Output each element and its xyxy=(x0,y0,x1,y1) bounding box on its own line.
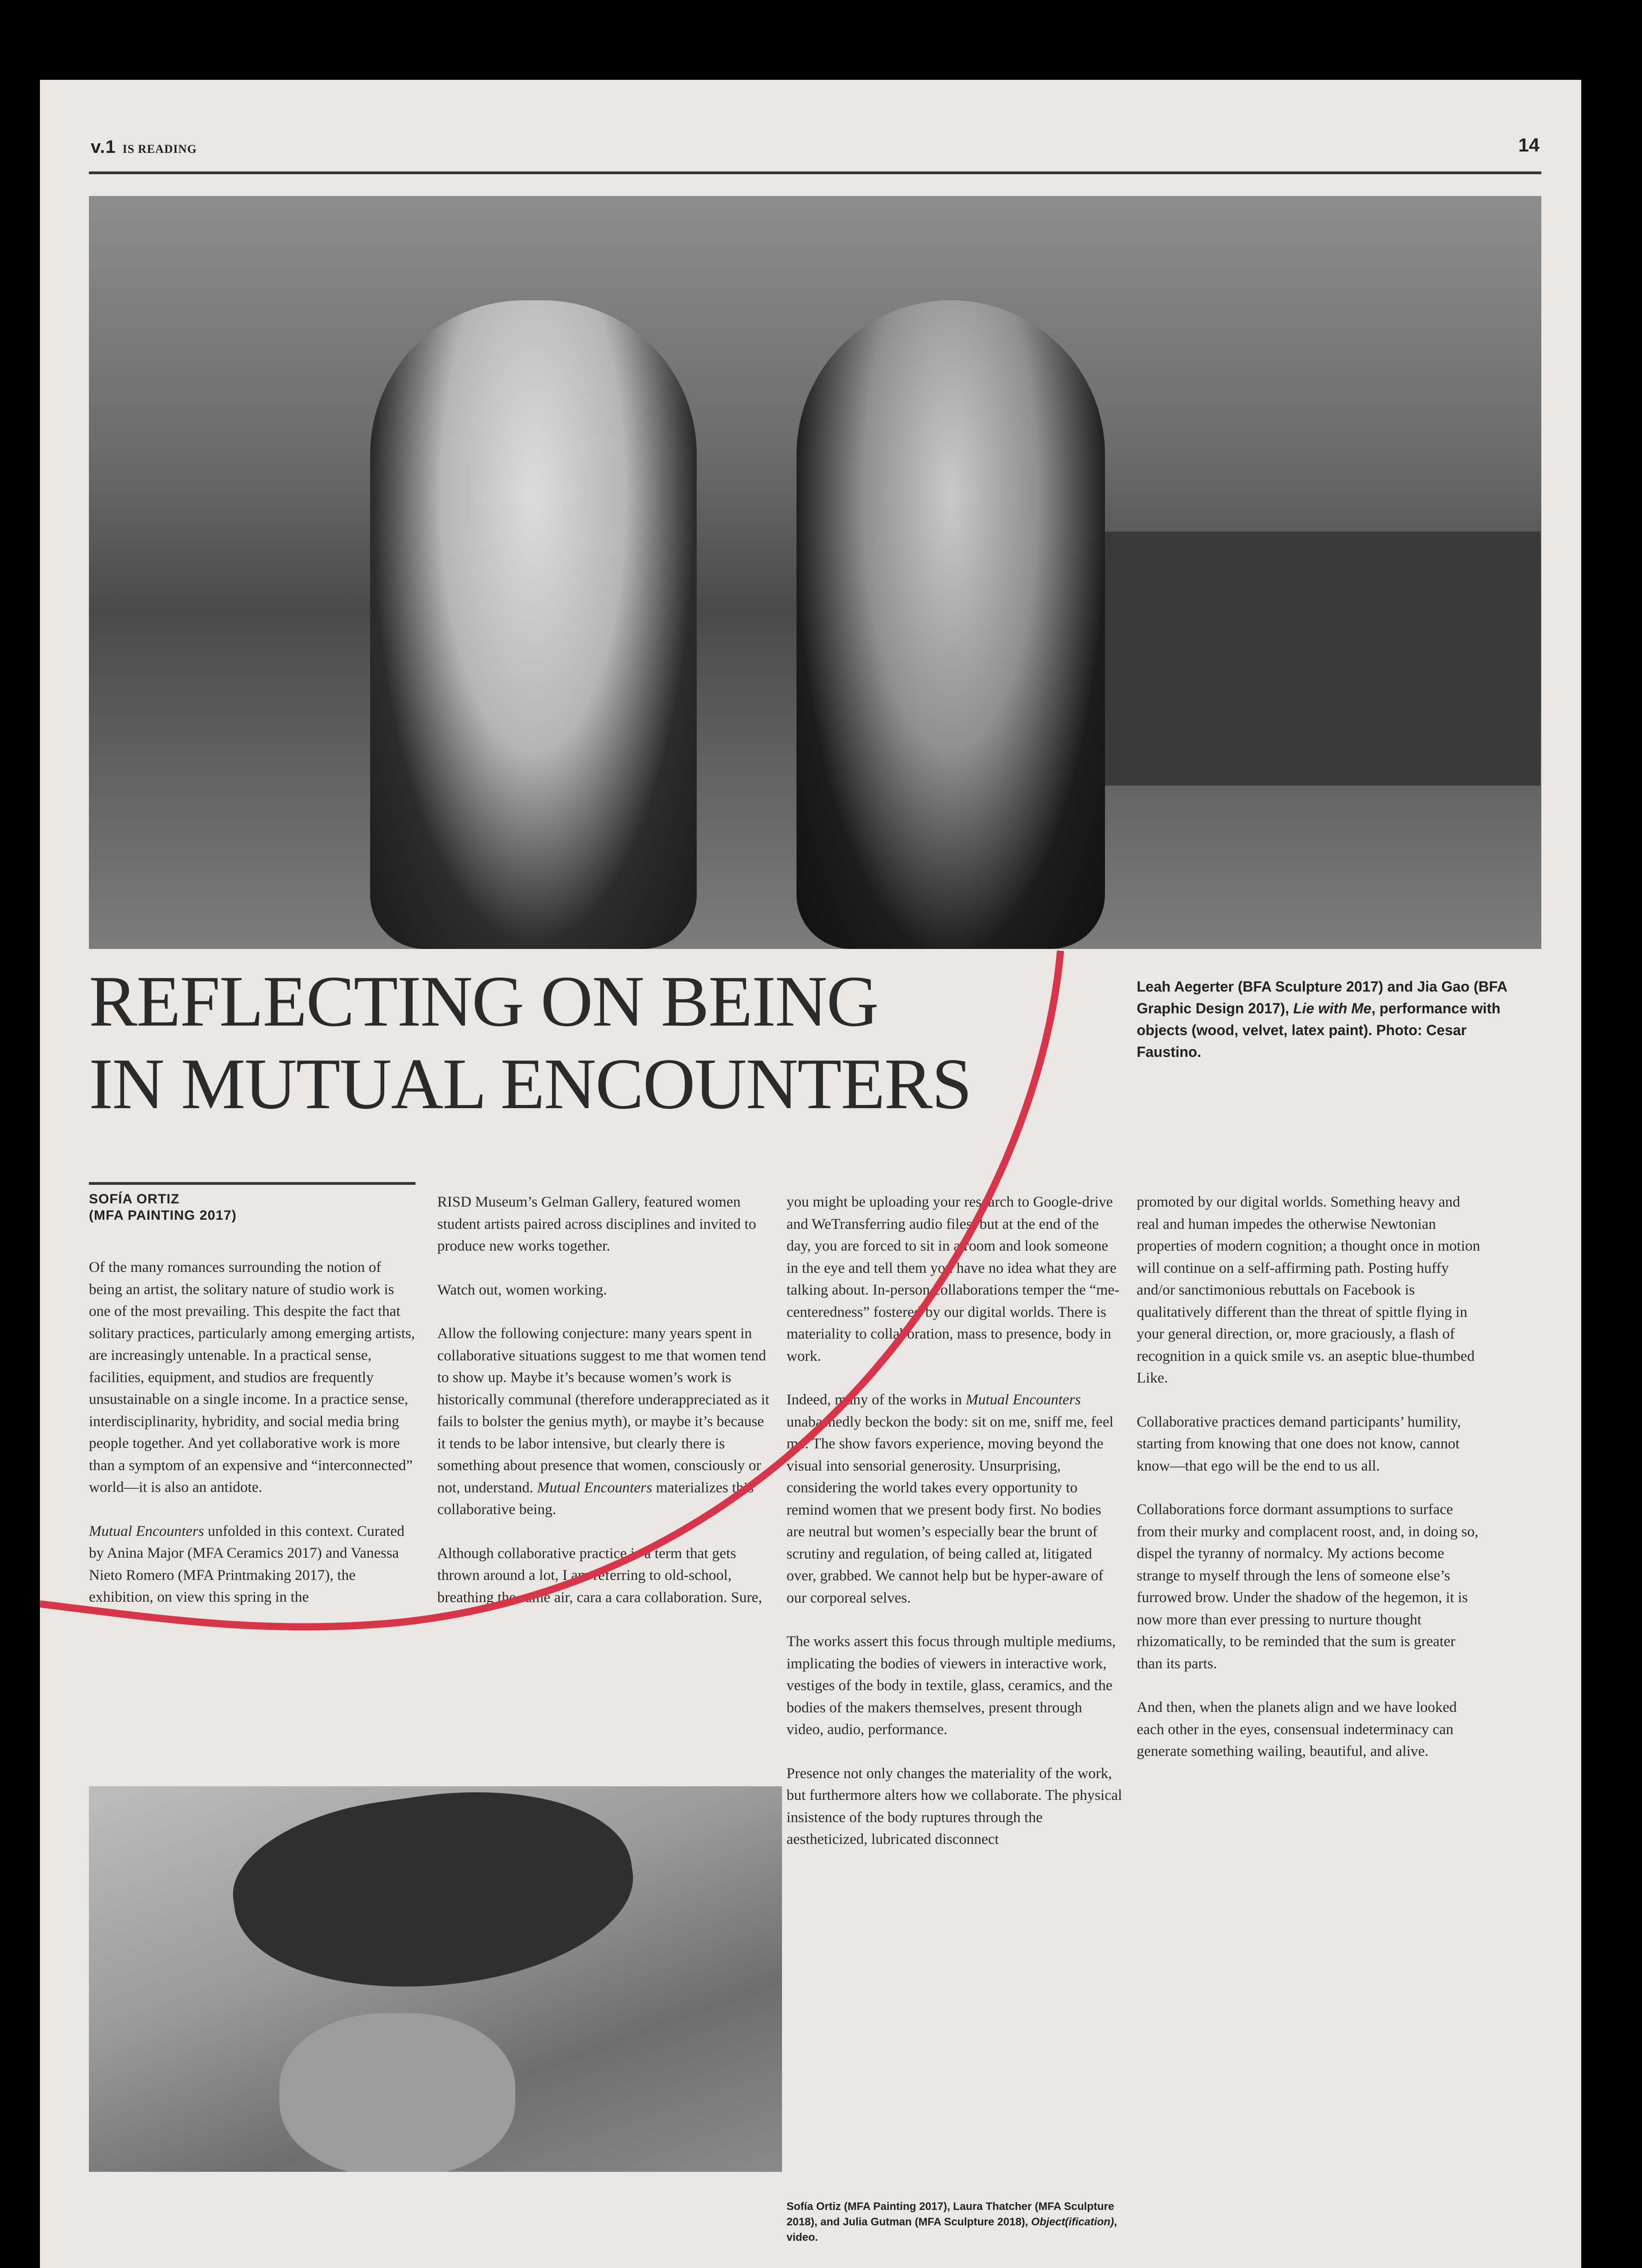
photo-object-shape xyxy=(223,1786,645,2013)
paragraph: And then, when the planets align and we have looked each other in the eyes, consensual indeterminacy can generate something wailing, beautiful, and alive. xyxy=(1137,1699,1457,1760)
caption-text: , video. xyxy=(787,2216,1117,2244)
paragraph: you might be uploading your research to Google-drive and WeTransferring audio files, but at the end of the day, you are forced to sit in a room and look someone in the eye and tell them you have no idea what they are talking about. In-person collaborations temper the “me-centeredness” fostered by our digital worlds. There is materiality to collaboration, mass to presence, body in work. xyxy=(787,1194,1120,1364)
paragraph-text: Allow the following conjecture: many years spent in collaborative situations suggest to me that women tend to show up. Maybe it’s because women’s work is historically communal (therefore underappreciated as it fails to bolster the genius myth), or maybe it’s because it tends to be labor intensive, but clearly there is something about presence that women, consciously or not, understand. xyxy=(437,1325,770,1496)
byline-rule xyxy=(89,1182,415,1185)
page-number: 14 xyxy=(1518,134,1539,156)
author-name: SOFÍA ORTIZ xyxy=(89,1192,180,1207)
paragraph: Presence not only changes the materiality of the work, but furthermore alters how we collaborate. The physical insistence of the body ruptures through the aestheticized, lubricated disconnect xyxy=(787,1765,1122,1848)
performance-photo xyxy=(89,196,1541,949)
caption-text: Leah Aegerter (BFA Sculpture 2017) and Jia Gao (BFA Graphic Design 2017), xyxy=(1137,978,1507,1017)
paragraph-text: unabashedly beckon the body: sit on me, sniff me, feel me. The show favors experience, moving beyond the visual into sensorial generosity. Unsurprising, considering the world takes every opportunity to remind women that we present body first. No bodies are neutral but women’s especially bear the brunt of scrutiny and regulation, of being called at, litigated over, grabbed. We cannot help but be hyper-aware of our corporeal selves. xyxy=(787,1413,1114,1606)
caption-work-title: Object(ification) xyxy=(1031,2216,1114,2228)
paragraph: Collaborative practices demand participants’ humility, starting from knowing that one does not know, cannot know—that ego will be the end to us all. xyxy=(1137,1413,1461,1474)
paragraph: Although collaborative practice is a term that gets thrown around a lot, I am referring to old-school, breathing the same air, cara a cara collaboration. Sure, xyxy=(437,1545,762,1606)
headline-line-2: IN MUTUAL ENCOUNTERS xyxy=(89,1043,972,1124)
masthead xyxy=(91,137,197,157)
exhibition-title: Mutual Encounters xyxy=(89,1523,204,1540)
photo-caption-bottom xyxy=(787,2199,1122,2245)
article-column-1 xyxy=(89,1256,415,1630)
author-affiliation: (MFA PAINTING 2017) xyxy=(89,1208,237,1223)
photo-figure-left xyxy=(370,300,697,949)
article-column-4 xyxy=(1137,1191,1481,1784)
article-column-3 xyxy=(787,1191,1122,1872)
paragraph: Of the many romances surrounding the notion of being an artist, the solitary nature of studio work is one of the most prevailing. This despite the fact that solitary practices, particularly among emerging artists, are increasingly untenable. In a practical sense, facilities, equipment, and studios are frequently unsustainable on a single income. In a practice sense, interdisciplinarity, hybridity, and social media bring people together. And yet collaborative work is more than a symptom of an expensive and “interconnected” world—it is also an antidote. xyxy=(89,1259,415,1496)
paragraph xyxy=(437,1323,773,1521)
exhibition-title: Mutual Encounters xyxy=(537,1479,652,1496)
photo-floor-shape xyxy=(1087,532,1540,786)
article-headline xyxy=(89,960,996,1125)
paragraph: promoted by our digital worlds. Something heavy and real and human impedes the otherwise Newtonian properties of modern cognition; a thought once in motion will continue on a self-affirming path. Posting huffy and/or sanctimonious rebuttals on Facebook is qualitatively different than the threat of spittle flying in your general direction, or, more graciously, a flash of recognition in a quick smile vs. an aseptic blue-thumbed Like. xyxy=(1137,1194,1481,1386)
paragraph: RISD Museum’s Gelman Gallery, featured women student artists paired across disciplines and invited to produce new works together. xyxy=(437,1194,756,1254)
headline-line-1: REFLECTING ON BEING xyxy=(89,961,878,1041)
paragraph xyxy=(89,1520,415,1608)
paragraph-text: unfolded in this context. Curated by Anina Major (MFA Ceramics 2017) and Vanessa Nieto Romero (MFA Printmaking 2017), the exhibition, on view this spring in the xyxy=(89,1523,405,1605)
byline xyxy=(89,1191,415,1224)
caption-text: Sofía Ortiz (MFA Painting 2017), Laura Thatcher (MFA Sculpture 2018), and Julia Gutman (MFA Sculpture 2018), xyxy=(787,2200,1114,2228)
paragraph: The works assert this focus through multiple mediums, implicating the bodies of viewers in interactive work, vestiges of the body in textile, glass, ceramics, and the bodies of the makers themselves, present through video, audio, performance. xyxy=(787,1633,1116,1738)
newspaper-page xyxy=(40,80,1581,2268)
article-column-2 xyxy=(437,1191,773,1630)
paragraph: Watch out, women working. xyxy=(437,1281,607,1298)
paragraph-text: materializes this collaborative being. xyxy=(437,1479,754,1518)
section-label: IS READING xyxy=(122,142,197,156)
caption-text: , performance with objects (wood, velvet, latex paint). Photo: Cesar Faustino. xyxy=(1137,1000,1500,1060)
paragraph-text: Indeed, many of the works in xyxy=(787,1392,966,1408)
paragraph xyxy=(787,1389,1122,1609)
photo-caption-top xyxy=(1137,976,1513,1063)
video-still-photo xyxy=(89,1786,782,2172)
brand-logo: v.1 xyxy=(91,137,116,157)
photo-hand-shape xyxy=(279,2013,515,2172)
photo-figure-right xyxy=(797,300,1105,949)
exhibition-title: Mutual Encounters xyxy=(966,1392,1081,1408)
paragraph: Collaborations force dormant assumptions to surface from their murky and complacent roost, and, in doing so, dispel the tyranny of normalcy. My actions become strange to myself through the lens of someone else’s furrowed brow. Under the shadow of the hegemon, it is now more than ever pressing to nurture thought rhizomatically, to be reminded that the sum is greater than its parts. xyxy=(1137,1501,1479,1672)
header-rule xyxy=(89,171,1541,174)
caption-work-title: Lie with Me xyxy=(1293,1000,1372,1017)
